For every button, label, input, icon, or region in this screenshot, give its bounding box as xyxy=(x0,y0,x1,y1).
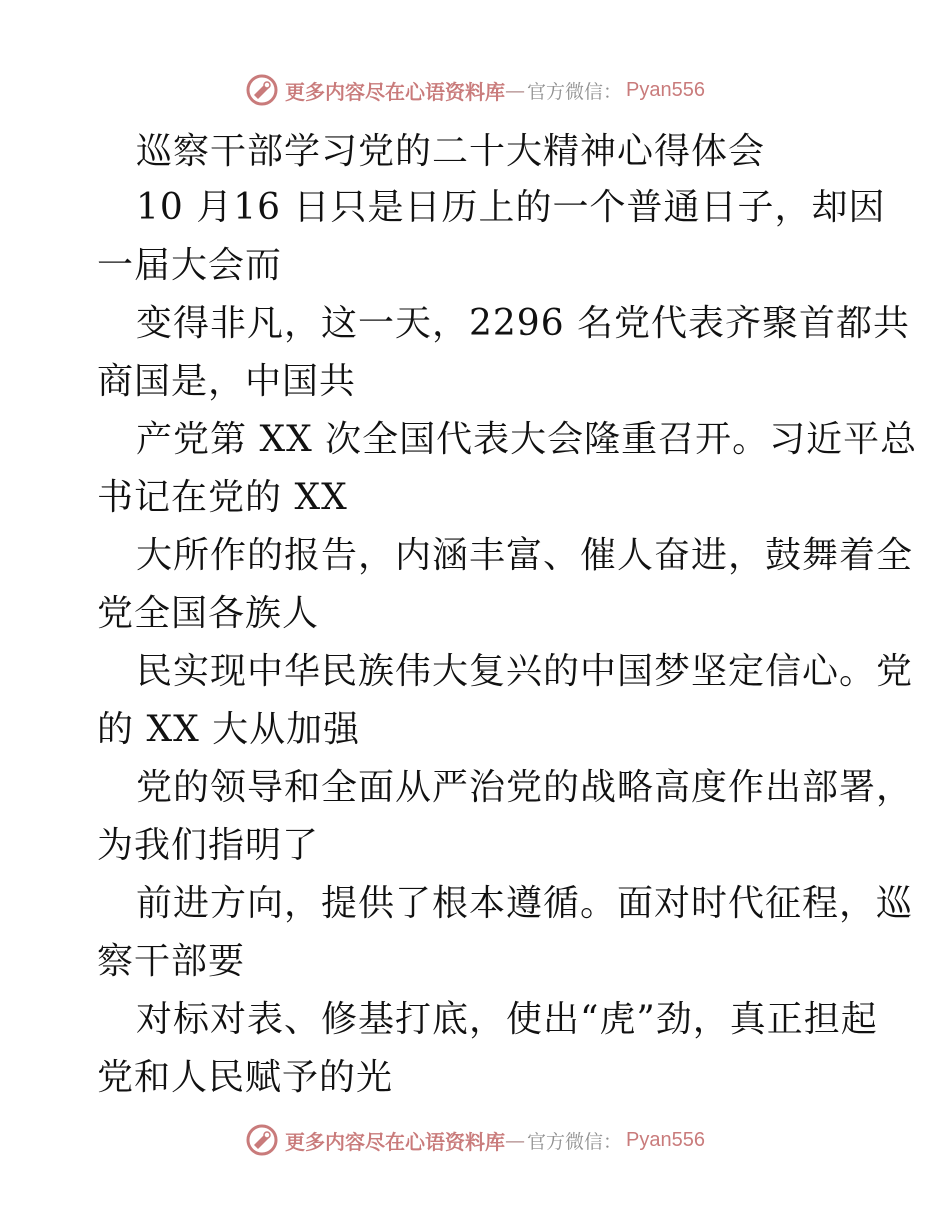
banner-wechat-id: Pyan556 xyxy=(626,78,705,101)
logo-icon xyxy=(245,1123,279,1157)
banner-slogan: 更多内容尽在心语资料库 xyxy=(285,79,505,104)
text-line: 的 XX 大从加强 xyxy=(97,709,361,750)
text-line: 为我们指明了 xyxy=(97,825,320,866)
logo-icon xyxy=(245,73,279,107)
text-line: 变得非凡，这一天，2296 名党代表齐聚首都共 xyxy=(136,303,911,344)
header-banner xyxy=(0,70,950,110)
text-line: 察干部要 xyxy=(97,941,246,982)
text-line: 产党第 XX 次全国代表大会隆重召开。习近平总 xyxy=(136,419,918,460)
banner-wechat-id: Pyan556 xyxy=(626,1128,705,1151)
text-line: 书记在党的 XX xyxy=(97,477,348,518)
text-line: 商国是，中国共 xyxy=(97,361,357,402)
text-line: 对标对表、修基打底，使出“虎”劲，真正担起 xyxy=(136,999,878,1040)
document-title: 巡察干部学习党的二十大精神心得体会 xyxy=(136,131,766,172)
text-line: 大所作的报告，内涵丰富、催人奋进，鼓舞着全 xyxy=(136,535,914,576)
text-line: 10 月16 日只是日历上的一个普通日子，却因 xyxy=(136,187,886,228)
banner-wechat-label: 官方微信： xyxy=(527,1130,623,1153)
text-line: 党的领导和全面从严治党的战略高度作出部署， xyxy=(136,767,914,808)
banner-wechat-label: 官方微信： xyxy=(527,80,623,103)
banner-slogan: 更多内容尽在心语资料库 xyxy=(285,1129,505,1154)
text-line: 民实现中华民族伟大复兴的中国梦坚定信心。党 xyxy=(136,651,914,692)
banner-separator: — xyxy=(505,78,525,102)
text-line: 前进方向，提供了根本遵循。面对时代征程，巡 xyxy=(136,883,914,924)
footer-banner xyxy=(0,1120,950,1160)
text-line: 一届大会而 xyxy=(97,245,283,286)
text-line: 党和人民赋予的光 xyxy=(97,1057,394,1098)
text-line: 党全国各族人 xyxy=(97,593,320,634)
banner-separator: — xyxy=(505,1128,525,1152)
